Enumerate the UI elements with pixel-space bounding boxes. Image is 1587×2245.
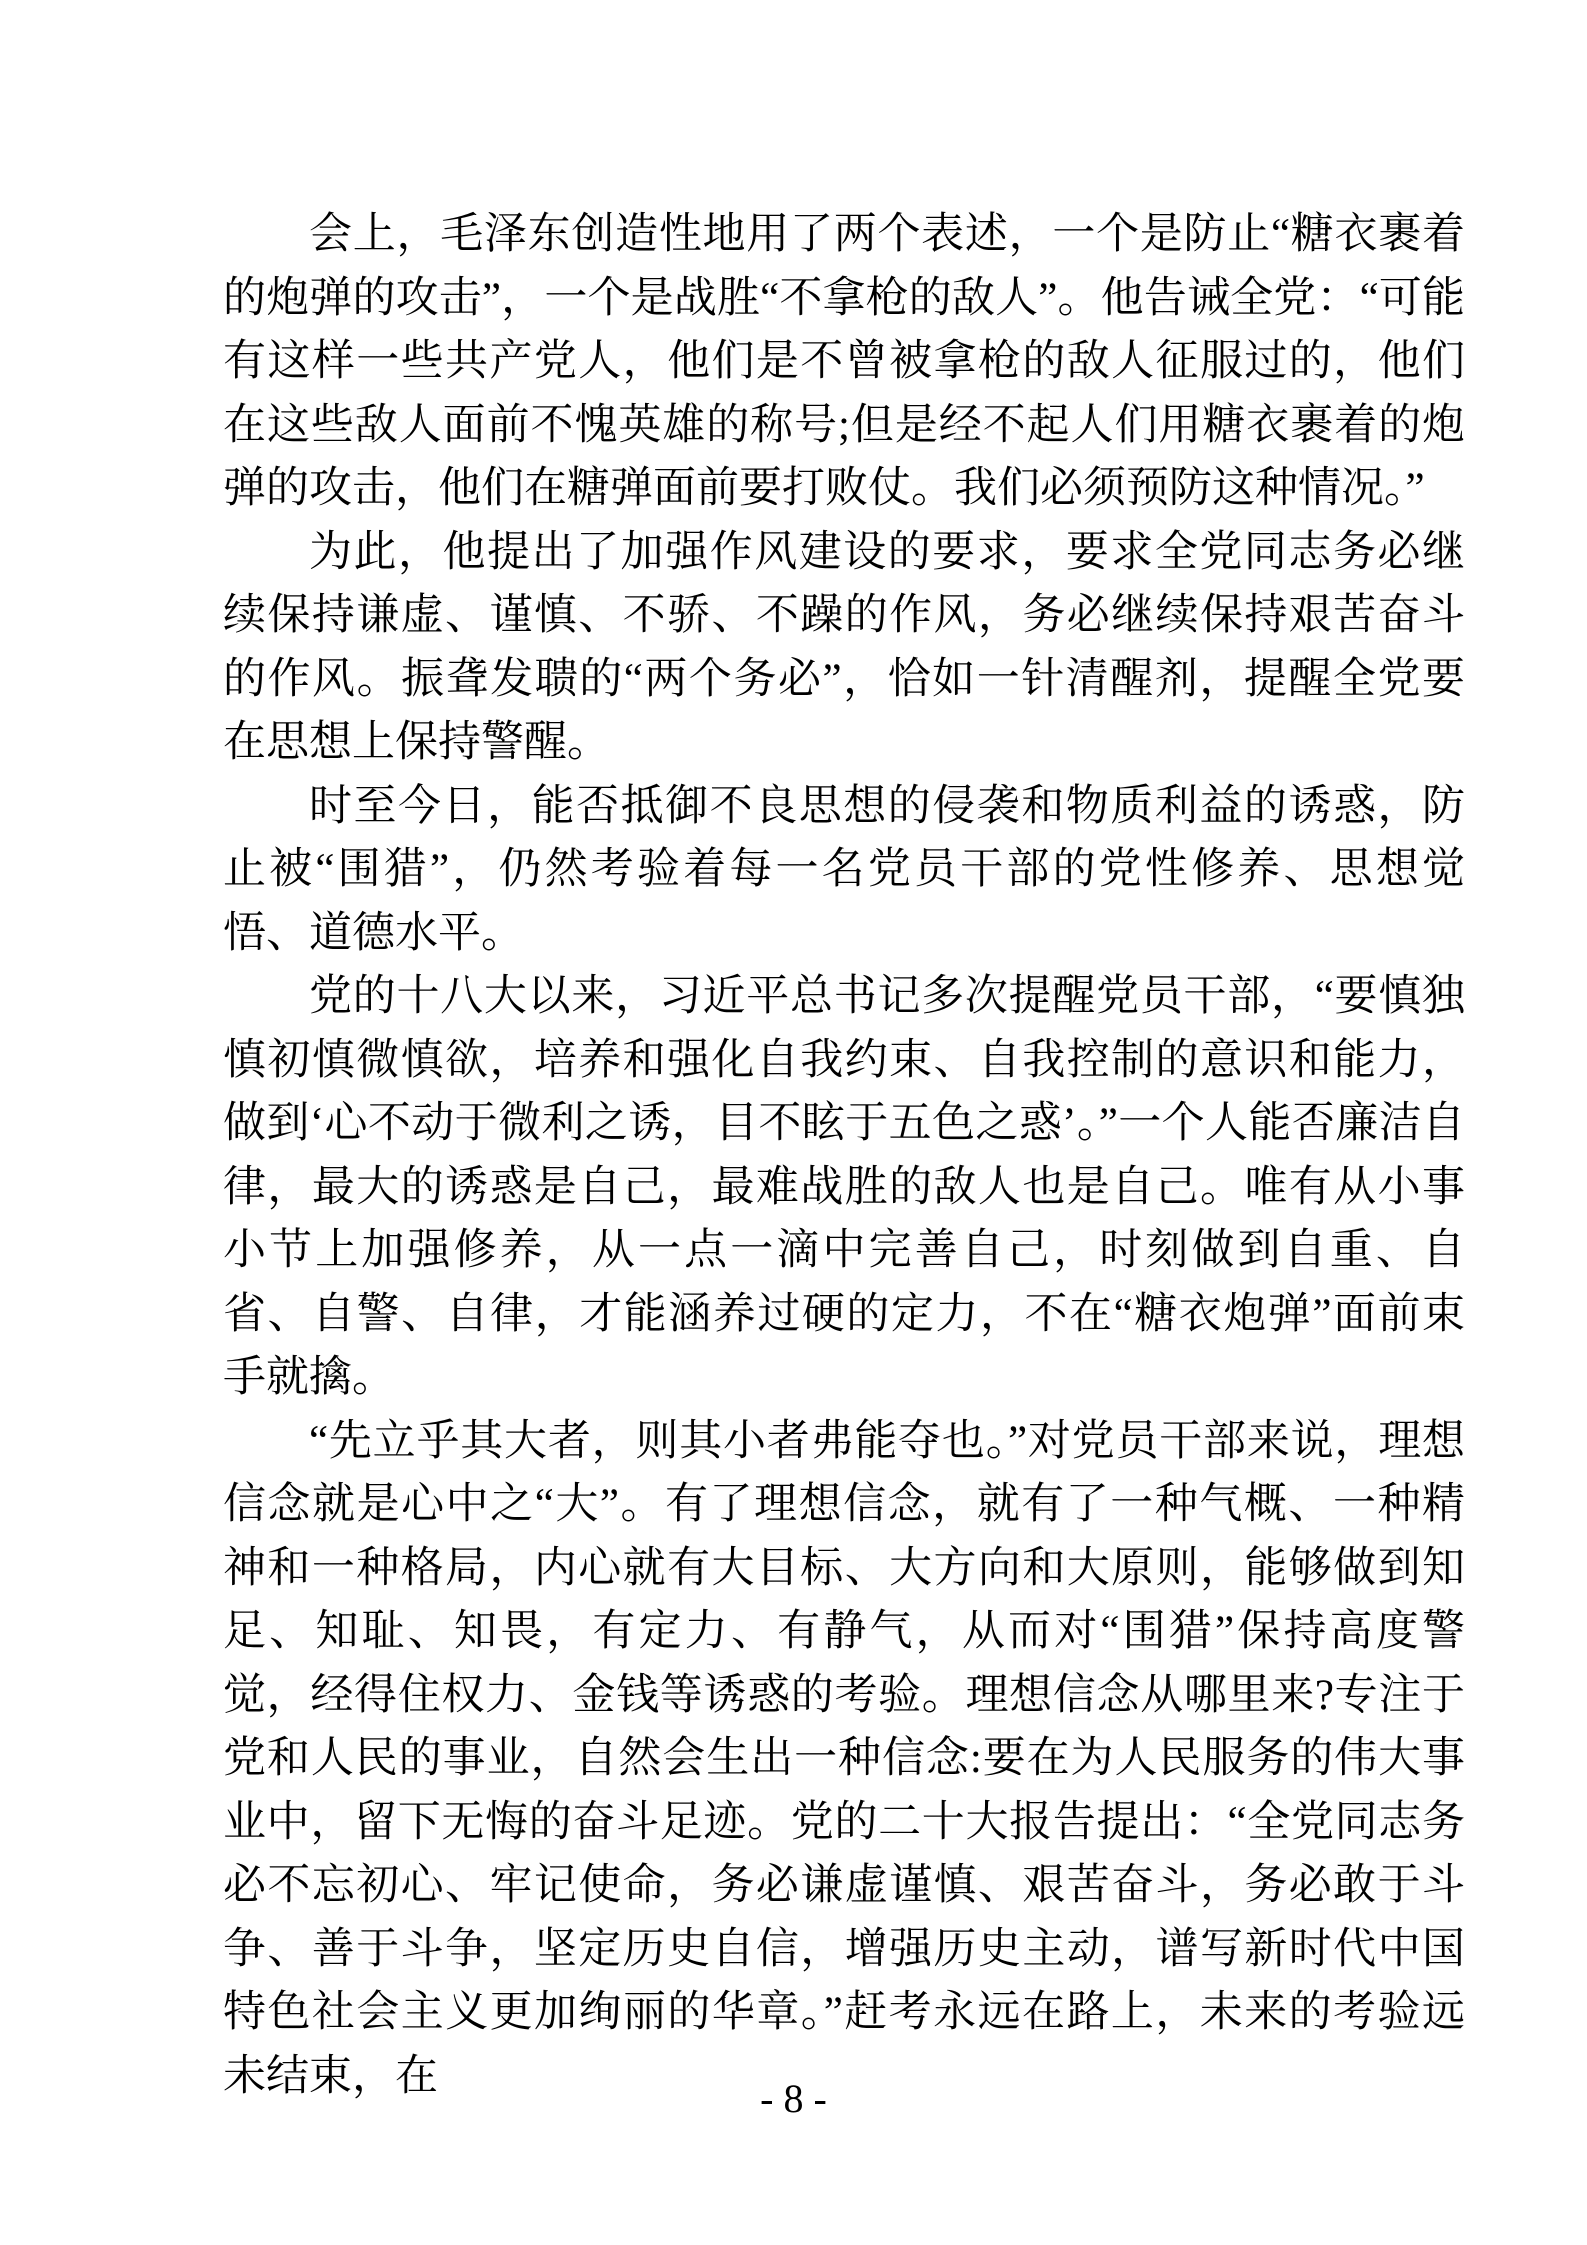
document-body [223, 203, 1465, 2108]
paragraph: 会上，毛泽东创造性地用了两个表述，一个是防止“糖衣裹着的炮弹的攻击”，一个是战胜“不拿枪的敌人”。他告诫全党：“可能有这样一些共产党人，他们是不曾被拿枪的敌人征服过的，他们在这些敌人面前不愧英雄的称号;但是经不起人们用糖衣裹着的炮弹的攻击，他们在糖弹面前要打败仗。我们必须预防这种情况。” [223, 211, 1465, 512]
paragraph: “先立乎其大者，则其小者弗能夺也。”对党员干部来说，理想信念就是心中之“大”。有了理想信念，就有了一种气概、一种精神和一种格局，内心就有大目标、大方向和大原则，能够做到知足、知耻、知畏，有定力、有静气，从而对“围猎”保持高度警觉，经得住权力、金钱等诱惑的考验。理想信念从哪里来?专注于党和人民的事业，自然会生出一种信念:要在为人民服务的伟大事业中，留下无悔的奋斗足迹。党的二十大报告提出：“全党同志务必不忘初心、牢记使命，务必谦虚谨慎、艰苦奋斗，务必敢于斗争、善于斗争，坚定历史自信，增强历史主动，谱写新时代中国特色社会主义更加绚丽的华章。”赶考永远在路上，未来的考验远未结束，在 [223, 1417, 1465, 2100]
page-number: - 8 - [760, 2076, 827, 2121]
paragraph: 党的十八大以来，习近平总书记多次提醒党员干部，“要慎独慎初慎微慎欲，培养和强化自我约束、自我控制的意识和能力，做到‘心不动于微利之诱，目不眩于五色之惑’。”一个人能否廉洁自律，最大的诱惑是自己，最难战胜的敌人也是自己。唯有从小事小节上加强修养，从一点一滴中完善自己，时刻做到自重、自省、自警、自律，才能涵养过硬的定力，不在“糖衣炮弹”面前束手就擒。 [223, 973, 1465, 1401]
paragraph: 时至今日，能否抵御不良思想的侵袭和物质利益的诱惑，防止被“围猎”，仍然考验着每一名党员干部的党性修养、思想觉悟、道德水平。 [223, 782, 1465, 957]
paragraph: 为此，他提出了加强作风建设的要求，要求全党同志务必继续保持谦虚、谨慎、不骄、不躁的作风，务必继续保持艰苦奋斗的作风。振聋发聩的“两个务必”，恰如一针清醒剂，提醒全党要在思想上保持警醒。 [223, 528, 1465, 766]
